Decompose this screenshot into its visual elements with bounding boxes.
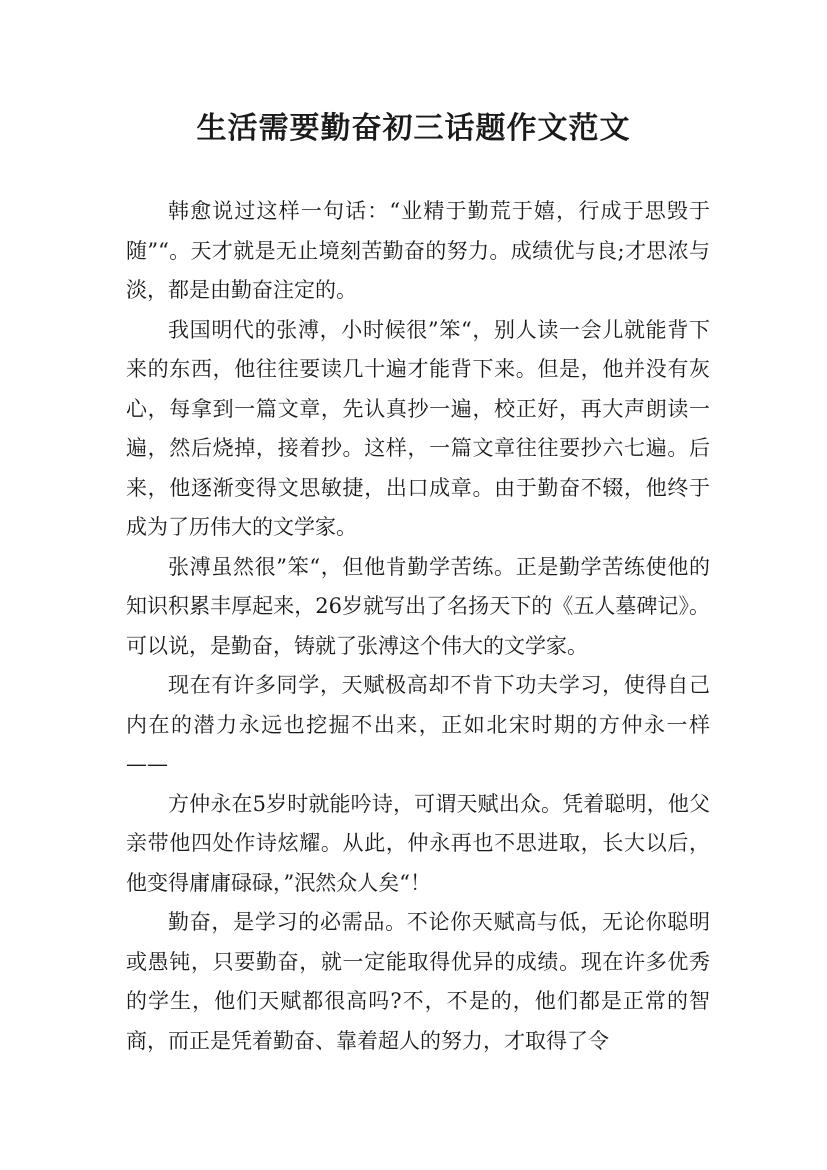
document-title: 生活需要勤奋初三话题作文范文	[196, 111, 631, 146]
paragraph-5: 方仲永在5岁时就能吟诗，可谓天赋出众。凭着聪明，他父亲带他四处作诗炫耀。从此，仲永再也不思进取，长大以后，他变得庸庸碌碌，”泯然众人矣“！	[126, 791, 710, 895]
paragraph-3: 张溥虽然很”笨“，但他肯勤学苦练。正是勤学苦练使他的知识积累丰厚起来，26岁就写出了名扬天下的《五人墓碑记》。可以说，是勤奋，铸就了张溥这个伟大的文学家。	[126, 554, 710, 658]
paragraph-1: 韩愈说过这样一句话：“业精于勤荒于嬉，行成于思毁于随”“。天才就是无止境刻苦勤奋的努力。成绩优与良;才思浓与淡，都是由勤奋注定的。	[126, 199, 710, 302]
paragraph-4: 现在有许多同学，天赋极高却不肯下功夫学习，使得自己内在的潜力永远也挖掘不出来，正如北宋时期的方仲永一样——	[126, 673, 710, 776]
document-body	[126, 192, 710, 1061]
paragraph-2: 我国明代的张溥，小时候很”笨“，别人读一会儿就能背下来的东西，他往往要读几十遍才能背下来。但是，他并没有灰心，每拿到一篇文章，先认真抄一遍，校正好，再大声朗读一遍，然后烧掉，接着抄。这样，一篇文章往往要抄六七遍。后来，他逐渐变得文思敏捷，出口成章。由于勤奋不辍，他终于成为了历伟大的文学家。	[126, 317, 710, 539]
paragraph-6: 勤奋，是学习的必需品。不论你天赋高与低，无论你聪明或愚钝，只要勤奋，就一定能取得优异的成绩。现在许多优秀的学生，他们天赋都很高吗?不，不是的，他们都是正常的智商，而正是凭着勤奋、靠着超人的努力，才取得了令	[126, 910, 710, 1053]
